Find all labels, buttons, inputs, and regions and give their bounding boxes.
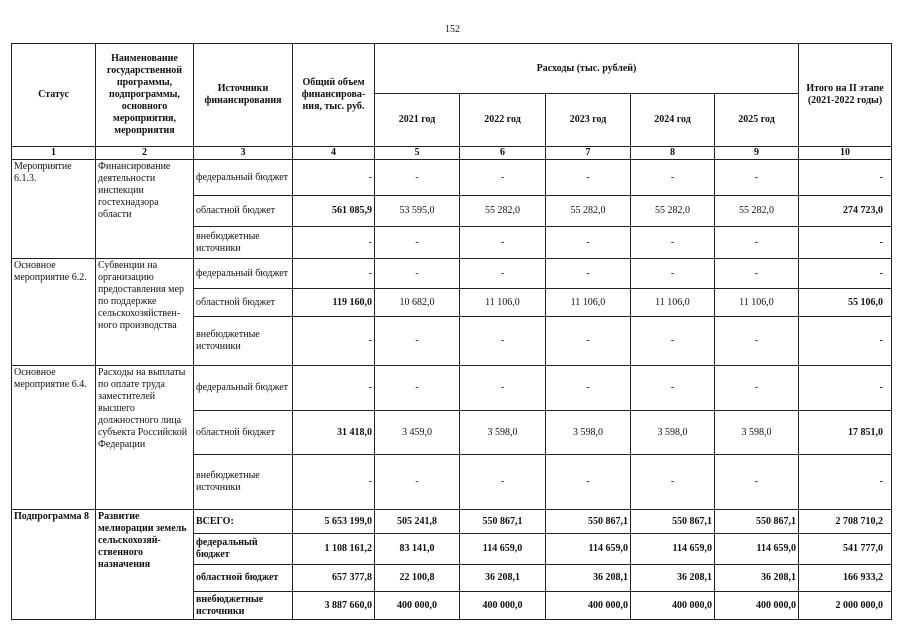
page-number: 152	[445, 24, 460, 35]
row-year-value: 550 867,1	[460, 510, 546, 534]
column-number: 8	[631, 147, 715, 160]
row-year-value: -	[631, 455, 715, 510]
row-year-value: 400 000,0	[375, 592, 460, 620]
row-year-value: -	[375, 366, 460, 411]
row-source: внебюджетные источники	[194, 592, 293, 620]
row-year-value: -	[631, 259, 715, 289]
row-itogo: 274 723,0	[799, 196, 892, 227]
row-total: 561 085,9	[293, 196, 375, 227]
row-year-value: 3 459,0	[375, 411, 460, 455]
row-year-value: -	[715, 455, 799, 510]
row-year-value: -	[546, 366, 631, 411]
row-itogo: 2 000 000,0	[799, 592, 892, 620]
row-total: -	[293, 227, 375, 259]
row-year-value: -	[715, 160, 799, 196]
row-itogo: -	[799, 160, 892, 196]
row-year-value: 53 595,0	[375, 196, 460, 227]
row-source: внебюджетные источники	[194, 227, 293, 259]
row-year-value: -	[460, 160, 546, 196]
row-year-value: 505 241,8	[375, 510, 460, 534]
table-row	[12, 259, 892, 289]
column-number: 5	[375, 147, 460, 160]
row-itogo: -	[799, 227, 892, 259]
row-year-value: -	[715, 317, 799, 366]
row-year-value: -	[631, 317, 715, 366]
row-source: областной бюджет	[194, 411, 293, 455]
column-number: 7	[546, 147, 631, 160]
row-source: областной бюджет	[194, 289, 293, 317]
row-year-value: -	[631, 366, 715, 411]
row-year-value: -	[375, 227, 460, 259]
row-year-value: 114 659,0	[715, 534, 799, 565]
row-year-value: -	[375, 259, 460, 289]
row-year-value: -	[546, 160, 631, 196]
row-itogo: -	[799, 366, 892, 411]
row-year-value: 11 106,0	[460, 289, 546, 317]
row-year-value: 55 282,0	[715, 196, 799, 227]
header-year: 2023 год	[546, 94, 631, 147]
row-year-value: 36 208,1	[631, 565, 715, 592]
row-source: федеральный бюджет	[194, 259, 293, 289]
row-total: 3 887 660,0	[293, 592, 375, 620]
row-year-value: -	[460, 455, 546, 510]
row-year-value: 10 682,0	[375, 289, 460, 317]
row-year-value: 3 598,0	[631, 411, 715, 455]
row-total: -	[293, 160, 375, 196]
header-expenses: Расходы (тыс. рублей)	[375, 44, 799, 94]
row-itogo: -	[799, 317, 892, 366]
row-year-value: 550 867,1	[546, 510, 631, 534]
column-number: 2	[96, 147, 194, 160]
row-source: областной бюджет	[194, 565, 293, 592]
header-year: 2025 год	[715, 94, 799, 147]
row-year-value: -	[546, 455, 631, 510]
row-year-value: 3 598,0	[546, 411, 631, 455]
row-total: 119 160,0	[293, 289, 375, 317]
row-total: 5 653 199,0	[293, 510, 375, 534]
row-total: -	[293, 317, 375, 366]
row-year-value: -	[375, 160, 460, 196]
row-name: Развитие мелиорации земель сельскохозяй-ственного назначения	[96, 510, 194, 620]
row-total: -	[293, 366, 375, 411]
table-row	[12, 510, 892, 534]
row-year-value: 400 000,0	[546, 592, 631, 620]
table-row	[12, 366, 892, 411]
row-year-value: 400 000,0	[631, 592, 715, 620]
row-status: Мероприятие 6.1.3.	[12, 160, 96, 259]
row-total: -	[293, 259, 375, 289]
row-year-value: 550 867,1	[631, 510, 715, 534]
row-year-value: -	[631, 227, 715, 259]
row-year-value: 400 000,0	[460, 592, 546, 620]
row-year-value: 55 282,0	[631, 196, 715, 227]
row-year-value: 114 659,0	[631, 534, 715, 565]
row-status: Основное мероприятие 6.4.	[12, 366, 96, 510]
row-total: 657 377,8	[293, 565, 375, 592]
column-number: 1	[12, 147, 96, 160]
column-number: 3	[194, 147, 293, 160]
row-name: Финансирование деятельности инспекции гостехнадзора области	[96, 160, 194, 259]
header-sources: Источники финансирования	[194, 44, 293, 147]
table-row	[12, 160, 892, 196]
header-year: 2021 год	[375, 94, 460, 147]
row-source: федеральный бюджет	[194, 160, 293, 196]
header-total-volume: Общий объем финансирова-ния, тыс. руб.	[293, 44, 375, 147]
row-name: Субвенции на организацию предоставления мер по поддержке сельскохозяйствен-ного производства	[96, 259, 194, 366]
header-itogo: Итого на II этапе (2021-2022 годы)	[799, 44, 892, 147]
row-year-value: 22 100,8	[375, 565, 460, 592]
row-itogo: 166 933,2	[799, 565, 892, 592]
header-status: Статус	[12, 44, 96, 147]
row-year-value: 55 282,0	[460, 196, 546, 227]
row-year-value: 11 106,0	[715, 289, 799, 317]
row-year-value: 11 106,0	[546, 289, 631, 317]
row-year-value: -	[631, 160, 715, 196]
row-itogo: 17 851,0	[799, 411, 892, 455]
row-year-value: -	[460, 227, 546, 259]
budget-table	[11, 43, 892, 620]
row-status: Подпрограмма 8	[12, 510, 96, 620]
row-source: федеральный бюджет	[194, 534, 293, 565]
row-year-value: 3 598,0	[460, 411, 546, 455]
row-total: 31 418,0	[293, 411, 375, 455]
row-year-value: 114 659,0	[546, 534, 631, 565]
row-year-value: -	[546, 317, 631, 366]
row-year-value: 83 141,0	[375, 534, 460, 565]
column-number: 6	[460, 147, 546, 160]
row-year-value: 11 106,0	[631, 289, 715, 317]
row-itogo: 541 777,0	[799, 534, 892, 565]
row-year-value: -	[715, 259, 799, 289]
row-year-value: 114 659,0	[460, 534, 546, 565]
row-year-value: 36 208,1	[715, 565, 799, 592]
row-year-value: -	[375, 317, 460, 366]
row-year-value: -	[375, 455, 460, 510]
column-number: 10	[799, 147, 892, 160]
row-year-value: 36 208,1	[460, 565, 546, 592]
row-source: федеральный бюджет	[194, 366, 293, 411]
row-year-value: -	[546, 227, 631, 259]
row-year-value: -	[460, 259, 546, 289]
row-year-value: -	[460, 366, 546, 411]
row-year-value: 55 282,0	[546, 196, 631, 227]
row-itogo: -	[799, 259, 892, 289]
row-year-value: -	[546, 259, 631, 289]
row-name: Расходы на выплаты по оплате труда заместителей высшего должностного лица субъекта Российской Федерации	[96, 366, 194, 510]
column-number: 9	[715, 147, 799, 160]
row-itogo: 2 708 710,2	[799, 510, 892, 534]
row-status: Основное мероприятие 6.2.	[12, 259, 96, 366]
row-source: ВСЕГО:	[194, 510, 293, 534]
row-year-value: 550 867,1	[715, 510, 799, 534]
row-itogo: -	[799, 455, 892, 510]
row-year-value: 36 208,1	[546, 565, 631, 592]
row-year-value: 3 598,0	[715, 411, 799, 455]
header-name: Наименование государственной программы, подпрограммы, основного мероприятия, мероприятия	[96, 44, 194, 147]
row-year-value: 400 000,0	[715, 592, 799, 620]
column-number: 4	[293, 147, 375, 160]
row-year-value: -	[460, 317, 546, 366]
row-source: внебюджетные источники	[194, 455, 293, 510]
row-year-value: -	[715, 366, 799, 411]
row-source: внебюджетные источники	[194, 317, 293, 366]
row-year-value: -	[715, 227, 799, 259]
header-year: 2024 год	[631, 94, 715, 147]
row-source: областной бюджет	[194, 196, 293, 227]
row-total: -	[293, 455, 375, 510]
row-itogo: 55 106,0	[799, 289, 892, 317]
row-total: 1 108 161,2	[293, 534, 375, 565]
header-year: 2022 год	[460, 94, 546, 147]
